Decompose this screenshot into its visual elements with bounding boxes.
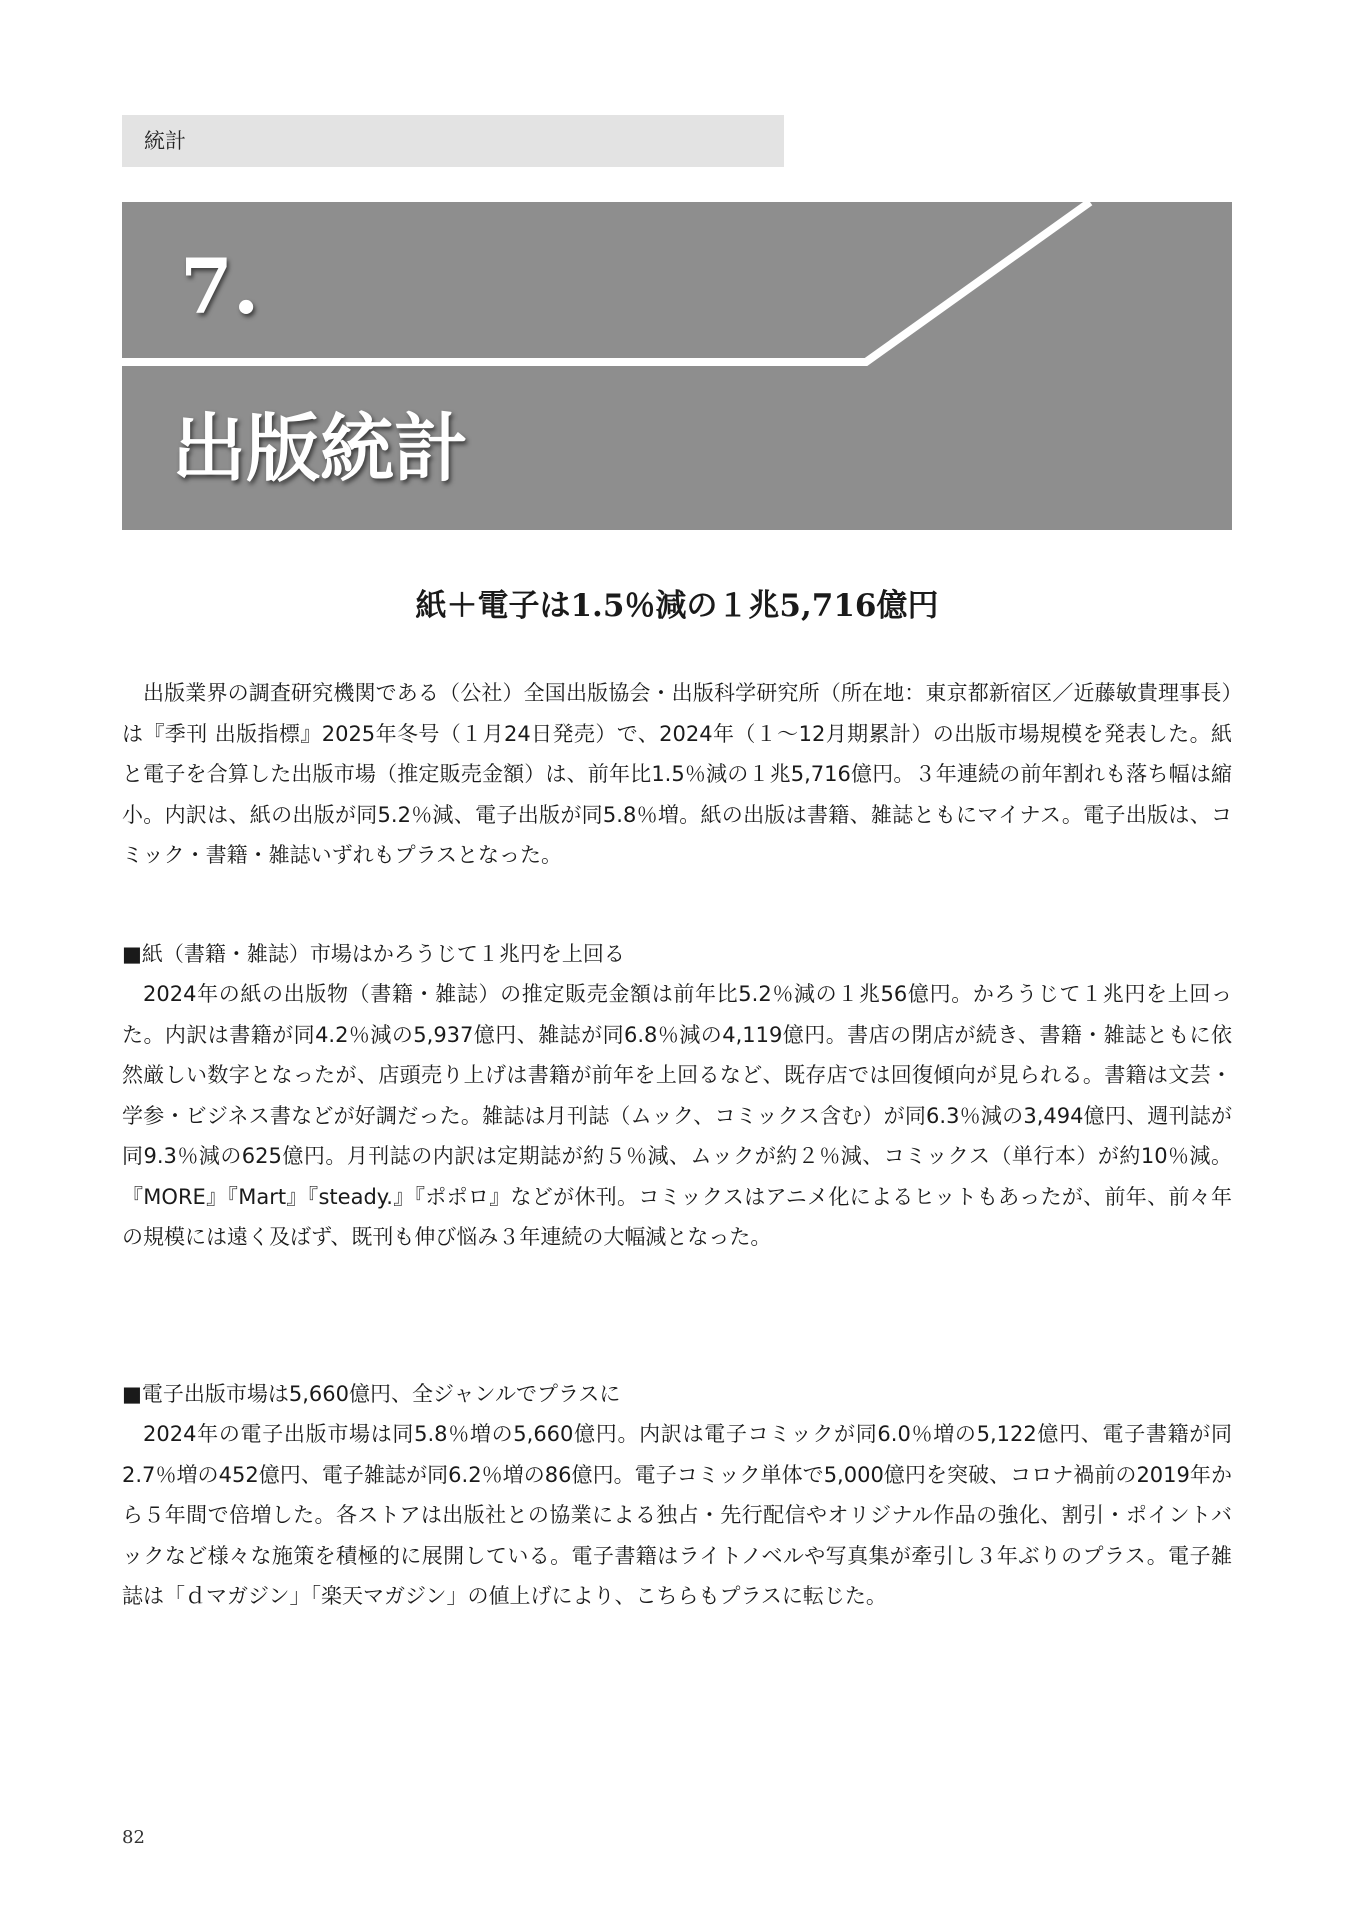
- chapter-title: 出版統計: [172, 406, 468, 492]
- chapter-number: 7.: [180, 242, 260, 331]
- intro-paragraph: 出版業界の調査研究機関である（公社）全国出版協会・出版科学研究所（所在地：東京都新宿区／近藤敏貴理事長）は『季刊 出版指標』2025年冬号（１月24日発売）で、2024年（１～12月期累計）の出版市場規模を発表した。紙と電子を合算した出版市場（推定販売金額）は、前年比1.5％減の１兆5,716億円。３年連続の前年割れも落ち幅は縮小。内訳は、紙の出版が同5.2％減、電子出版が同5.8％増。紙の出版は書籍、雑誌ともにマイナス。電子出版は、コミック・書籍・雑誌いずれもプラスとなった。: [122, 681, 1232, 867]
- article-headline: 紙＋電子は1.5％減の１兆5,716億円: [415, 588, 939, 624]
- chapter-banner: [122, 202, 1232, 530]
- section-body-digital-market: 2024年の電子出版市場は同5.8％増の5,660億円。内訳は電子コミックが同6.0％増の5,122億円、電子書籍が同2.7％増の452億円、電子雑誌が同6.2％増の86億円。電子コミック単体で5,000億円を突破、コロナ禍前の2019年から５年間で倍増した。各ストアは出版社との協業による独占・先行配信やオリジナル作品の強化、割引・ポイントバックなど様々な施策を積極的に展開している。電子書籍はライトノベルや写真集が牽引し３年ぶりのプラス。電子雑誌は「ｄマガジン」「楽天マガジン」の値上げにより、こちらもプラスに転じた。: [122, 1422, 1232, 1608]
- category-label: 統計: [144, 129, 186, 153]
- page-number: 82: [122, 1827, 145, 1848]
- section-body-print-market: 2024年の紙の出版物（書籍・雑誌）の推定販売金額は前年比5.2％減の１兆56億円。かろうじて１兆円を上回った。内訳は書籍が同4.2％減の5,937億円、雑誌が同6.8％減の4,119億円。書店の閉店が続き、書籍・雑誌ともに依然厳しい数字となったが、店頭売り上げは書籍が前年を上回るなど、既存店では回復傾向が見られる。書籍は文芸・学参・ビジネス書などが好調だった。雑誌は月刊誌（ムック、コミックス含む）が同6.3％減の3,494億円、週刊誌が同9.3％減の625億円。月刊誌の内訳は定期誌が約５％減、ムックが約２％減、コミックス（単行本）が約10％減。『MORE』『Mart』『steady.』『ポポロ』などが休刊。コミックスはアニメ化によるヒットもあったが、前年、前々年の規模には遠く及ばず、既刊も伸び悩み３年連続の大幅減となった。: [122, 982, 1232, 1249]
- section-heading-digital-market: ■電子出版市場は5,660億円、全ジャンルでプラスに: [122, 1382, 621, 1406]
- category-bar: [122, 115, 784, 167]
- section-heading-print-market: ■紙（書籍・雑誌）市場はかろうじて１兆円を上回る: [122, 942, 625, 966]
